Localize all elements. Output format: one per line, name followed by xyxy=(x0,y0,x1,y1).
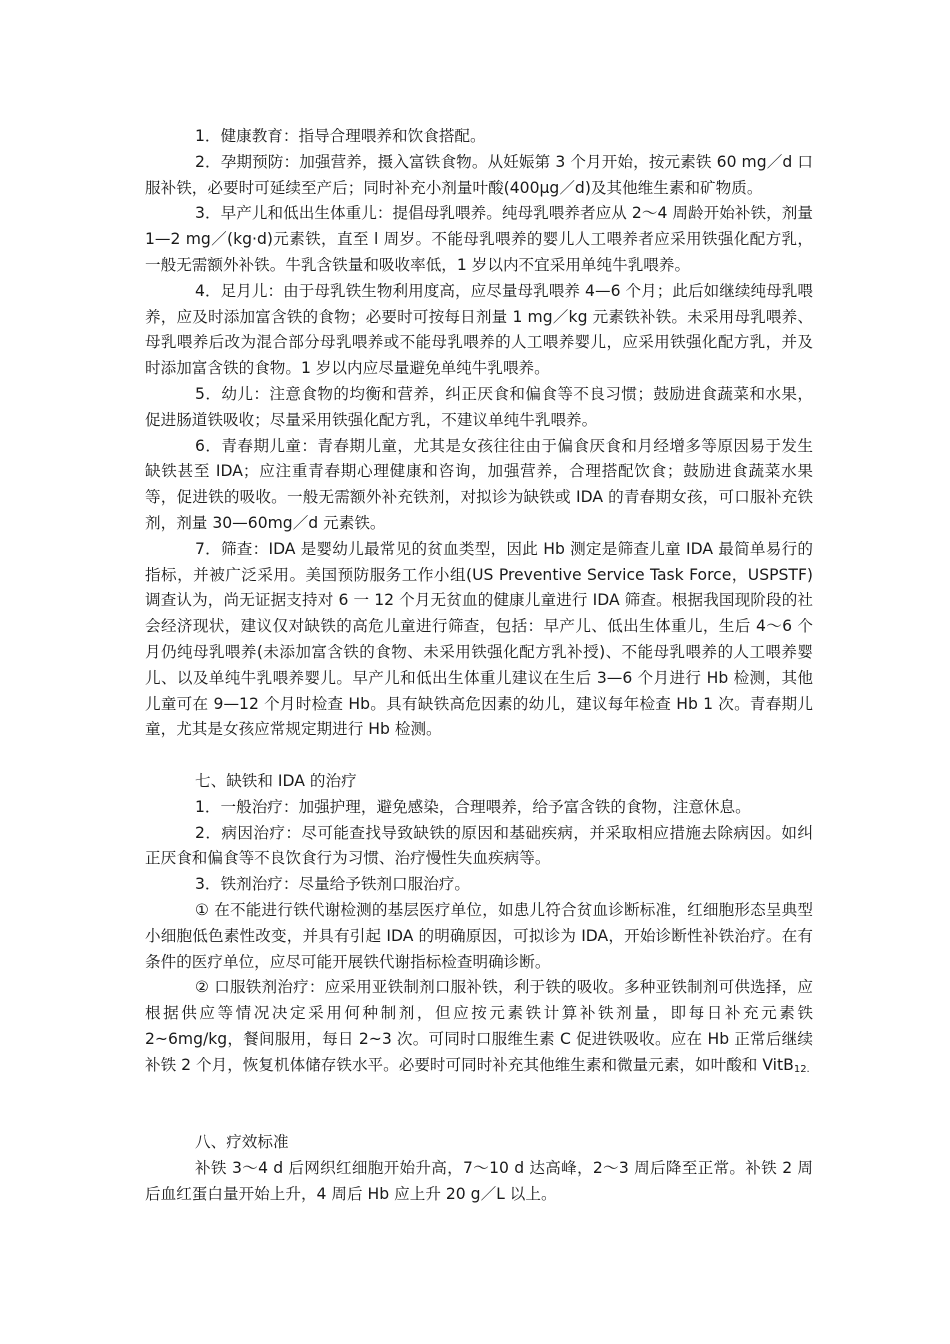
document-page xyxy=(145,124,813,1207)
section-8-heading: 八、疗效标准 xyxy=(195,1133,289,1152)
prevention-item-5: 5．幼儿：注意食物的均衡和营养，纠正厌食和偏食等不良习惯；鼓励进食蔬菜和水果，促进肠道铁吸收；尽量采用铁强化配方乳，不建议单纯牛乳喂养。 xyxy=(145,384,813,429)
vitb12-subscript: 12. xyxy=(793,1063,810,1075)
section-7-heading: 七、缺铁和 IDA 的治疗 xyxy=(195,771,357,790)
spacer xyxy=(145,743,813,769)
prevention-item-1: 1．健康教育：指导合理喂养和饮食搭配。 xyxy=(195,127,486,145)
prevention-item-4: 4．足月儿：由于母乳铁生物利用度高，应尽量母乳喂养 4—6 个月；此后如继续纯母乳喂养，应及时添加富含铁的食物；必要时可按每日剂量 1 mg／kg 元素铁补铁。未采用母乳喂养、母乳喂养后改为混合部分母乳喂养或不能母乳喂养的人工喂养婴儿，应采用铁强化配方乳，并及时添加富含铁的食物。1 岁以内应尽量避免单纯牛乳喂养。 xyxy=(145,281,813,378)
treatment-item-3-2 xyxy=(145,975,813,1078)
prevention-item-3: 3．早产儿和低出生体重儿：提倡母乳喂养。纯母乳喂养者应从 2～4 周龄开始补铁，剂量 1—2 mg／(kg·d)元素铁，直至 l 周岁。不能母乳喂养的婴儿人工喂养者应采用铁强化配方乳，一般无需额外补铁。牛乳含铁量和吸收率低，1 岁以内不宜采用单纯牛乳喂养。 xyxy=(145,204,813,274)
spacer xyxy=(145,1078,813,1130)
treatment-item-2: 2．病因治疗：尽可能查找导致缺铁的原因和基础疾病，并采取相应措施去除病因。如纠正厌食和偏食等不良饮食行为习惯、治疗慢性失血疾病等。 xyxy=(145,823,813,868)
prevention-item-2: 2．孕期预防：加强营养，摄入富铁食物。从妊娠第 3 个月开始，按元素铁 60 mg／d 口服补铁，必要时可延续至产后；同时补充小剂量叶酸(400μg／d)及其他维生素和矿物质。 xyxy=(145,152,813,197)
prevention-item-6: 6．青春期儿童：青春期儿童，尤其是女孩往往由于偏食厌食和月经增多等原因易于发生缺铁甚至 IDA；应注重青春期心理健康和咨询，加强营养，合理搭配饮食；鼓励进食蔬菜水果等，促进铁的吸收。一般无需额外补充铁剂，对拟诊为缺铁或 IDA 的青春期女孩，可口服补充铁剂，剂量 30—60mg／d 元素铁。 xyxy=(145,436,813,532)
treatment-item-3-1: ① 在不能进行铁代谢检测的基层医疗单位，如患儿符合贫血诊断标准，红细胞形态呈典型小细胞低色素性改变，并具有引起 IDA 的明确原因，可拟诊为 IDA，开始诊断性补铁治疗。在有条件的医疗单位，应尽可能开展铁代谢指标检查明确诊断。 xyxy=(145,900,813,971)
efficacy-text: 补铁 3～4 d 后网织红细胞开始升高，7～10 d 达高峰，2～3 周后降至正常。补铁 2 周后血红蛋白量开始上升，4 周后 Hb 应上升 20 g／L 以上。 xyxy=(145,1158,813,1203)
treatment-item-1: 1．一般治疗：加强护理，避免感染，合理喂养，给予富含铁的食物，注意休息。 xyxy=(195,797,751,816)
prevention-item-7: 7．筛查：IDA 是婴幼儿最常见的贫血类型，因此 Hb 测定是筛查儿童 IDA 最简单易行的指标，并被广泛采用。美国预防服务工作小组(US Preventive Service Task Force，USPSTF)调查认为，尚无证据支持对 6 一 12 个月无贫血的健康儿童进行 IDA 筛查。根据我国现阶段的社会经济现状，建议仅对缺铁的高危儿童进行筛查，包括：早产儿、低出生体重儿，生后 4～6 个月仍纯母乳喂养(未添加富含铁的食物、未采用铁强化配方乳补授)、不能母乳喂养的人工喂养婴儿、以及单纯牛乳喂养婴儿。早产儿和低出生体重儿建议在生后 3—6 个月进行 Hb 检测，其他儿童可在 9—12 个月时检查 Hb。具有缺铁高危因素的幼儿，建议每年检查 Hb 1 次。青春期儿童，尤其是女孩应常规定期进行 Hb 检测。 xyxy=(145,539,813,739)
oral-iron-text: ② 口服铁剂治疗：应采用亚铁制剂口服补铁，利于铁的吸收。多种亚铁制剂可供选择，应根据供应等情况决定采用何种制剂，但应按元素铁计算补铁剂量，即每日补充元素铁 2~6mg/kg，餐间服用，每日 2~3 次。可同时口服维生素 C 促进铁吸收。应在 Hb 正常后继续补铁 2 个月，恢复机体储存铁水平。必要时可同时补充其他维生素和微量元素，如叶酸和 VitB xyxy=(145,978,813,1074)
treatment-item-3: 3．铁剂治疗：尽量给予铁剂口服治疗。 xyxy=(195,875,471,894)
